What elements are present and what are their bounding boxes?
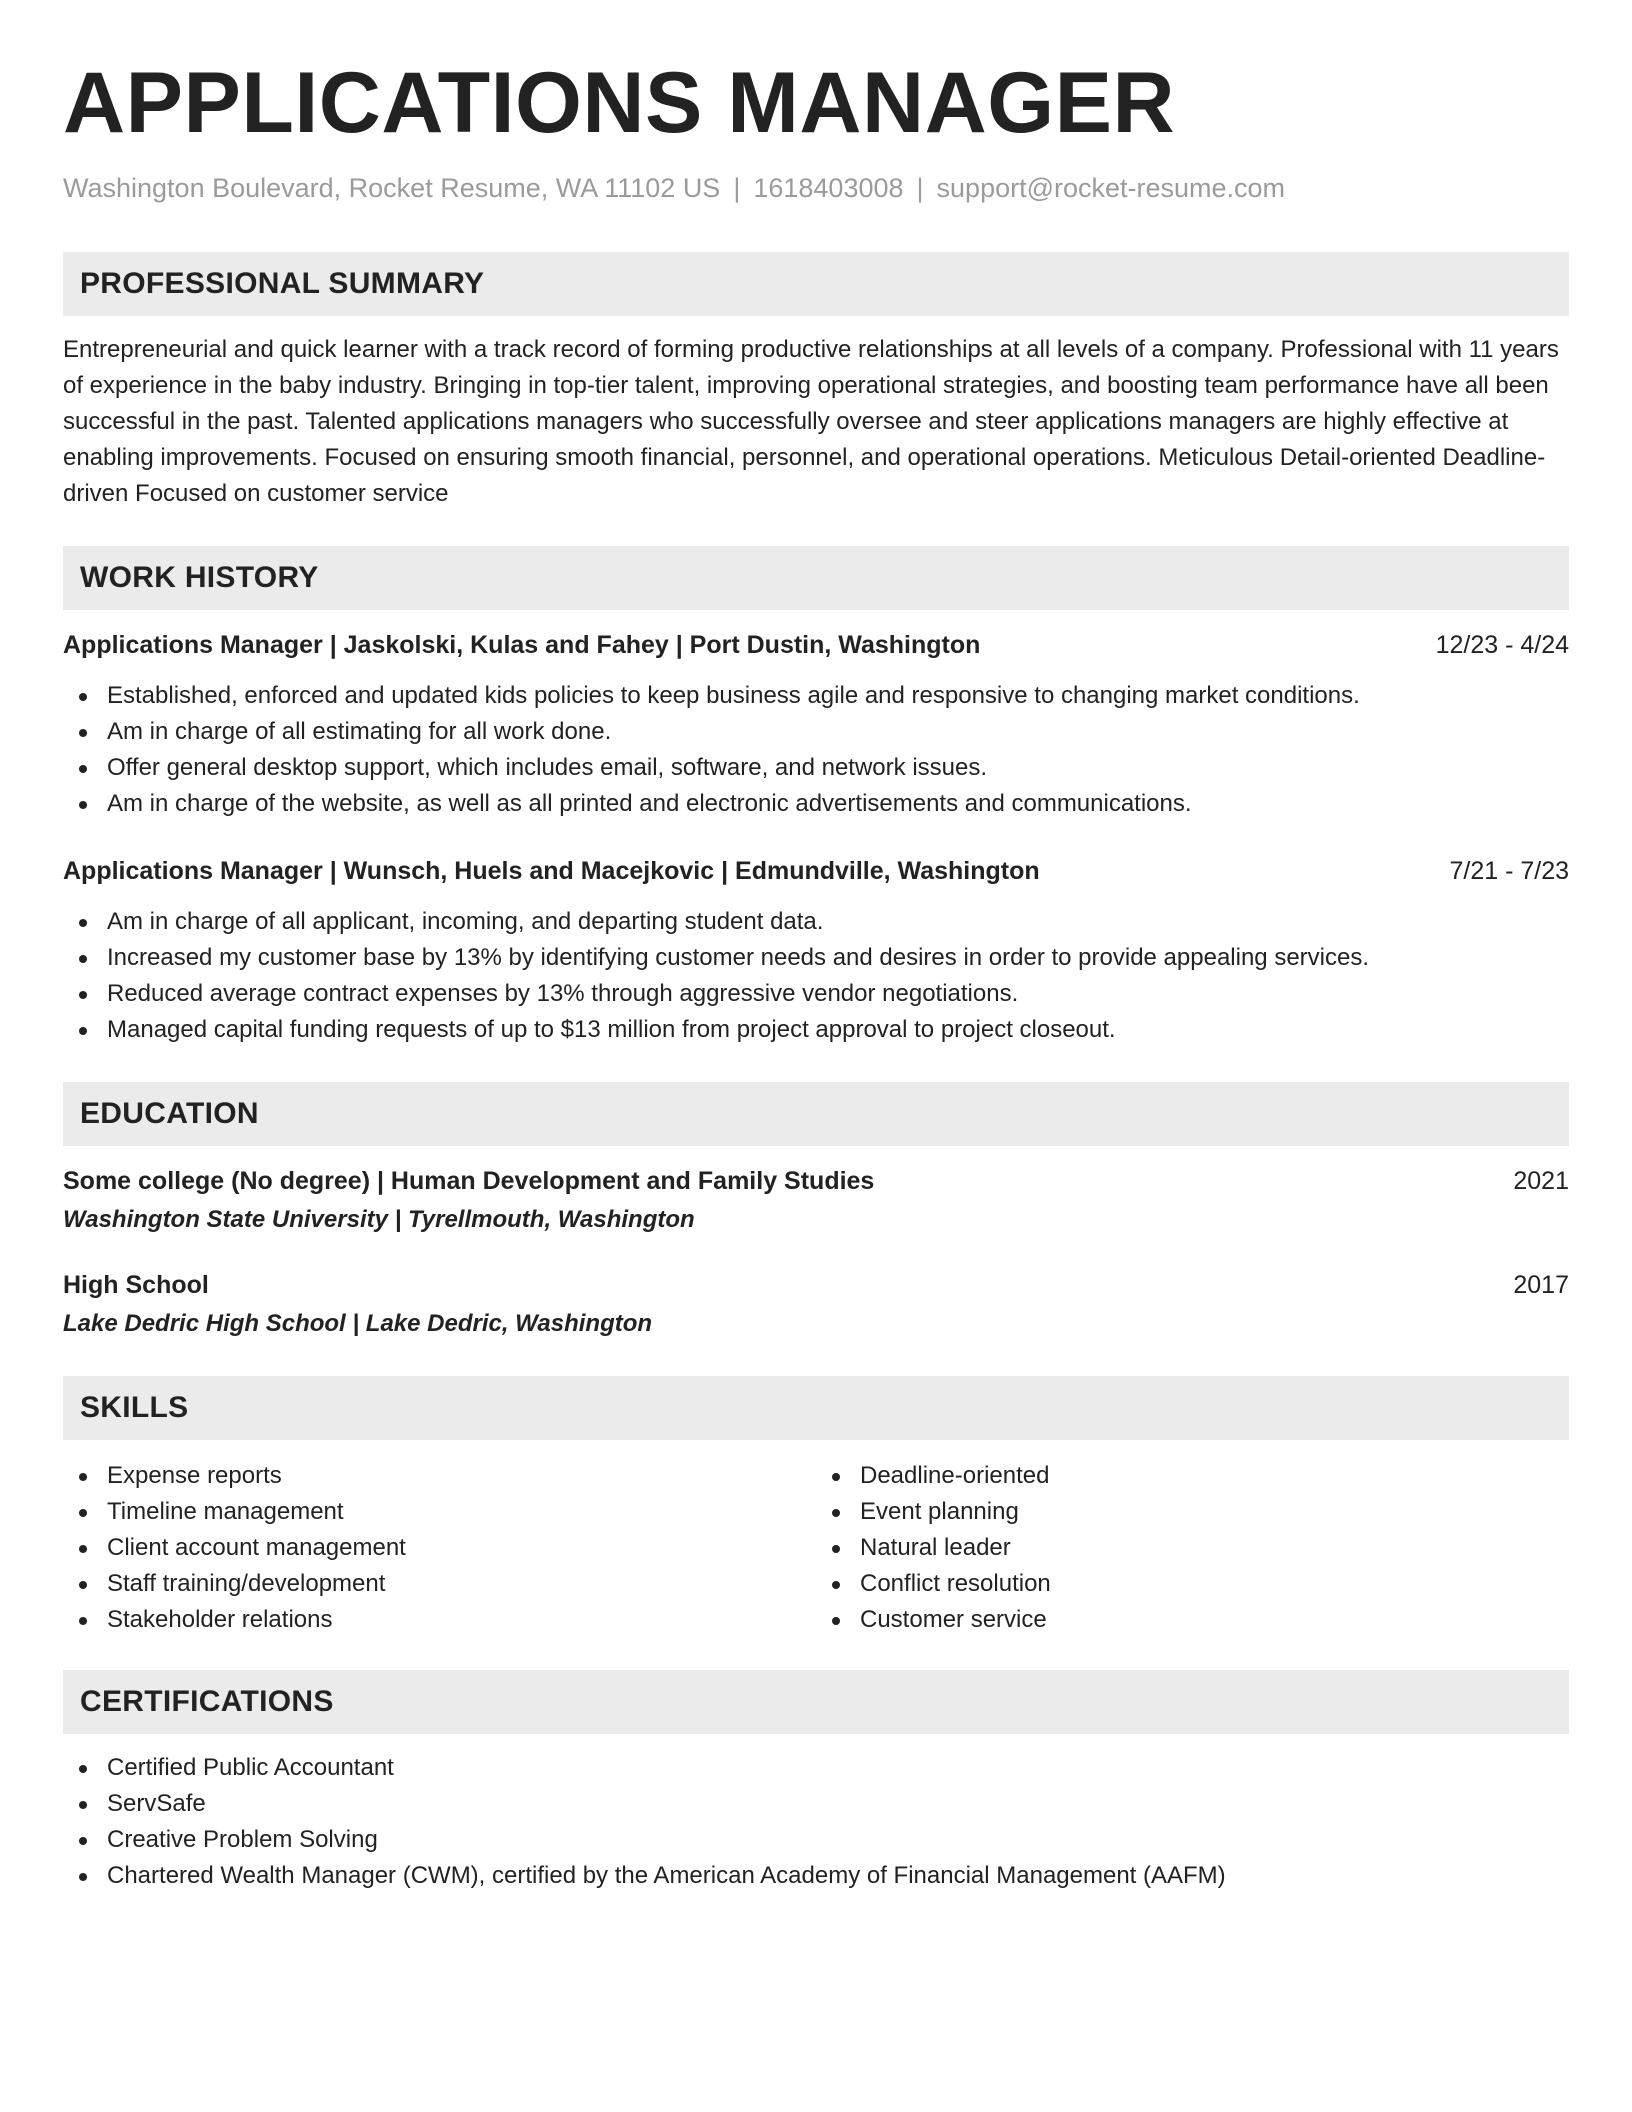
list-item: Am in charge of all estimating for all work done. [63, 714, 1569, 750]
summary-text: Entrepreneurial and quick learner with a track record of forming productive relationships at all levels of a company. Professional with 11 years of experience in the baby industry. Bringing in top-tier talent, improving operational strategies, and boosting team performance have all been successful in the past. Talented applications managers who successfully oversee and steer applications managers are highly effective at enabling improvements. Focused on ensuring smooth financial, personnel, and operational operations. Meticulous Detail-oriented Deadline-driven Focused on customer service [63, 336, 1559, 508]
list-item: Deadline-oriented [816, 1458, 1569, 1494]
list-item: Established, enforced and updated kids policies to keep business agile and responsive to changing market conditions. [63, 678, 1569, 714]
section-header-education: EDUCATION [63, 1082, 1569, 1146]
list-item: Increased my customer base by 13% by identifying customer needs and desires in order to provide appealing services. [63, 940, 1569, 976]
contact-line [63, 172, 1569, 204]
section-header-summary: PROFESSIONAL SUMMARY [63, 252, 1569, 316]
list-item: Natural leader [816, 1530, 1569, 1566]
contact-address: Washington Boulevard, Rocket Resume, WA 11102 US [63, 173, 721, 203]
list-item: Chartered Wealth Manager (CWM), certified by the American Academy of Financial Management (AAFM) [63, 1858, 1569, 1894]
list-item: Offer general desktop support, which includes email, software, and network issues. [63, 750, 1569, 786]
list-item: Creative Problem Solving [63, 1822, 1569, 1858]
education-year: 2017 [1513, 1271, 1569, 1300]
list-item: Certified Public Accountant [63, 1750, 1569, 1786]
section-header-skills: SKILLS [63, 1376, 1569, 1440]
contact-email: support@rocket-resume.com [936, 173, 1286, 203]
education-school: Washington State University | Tyrellmouth, Washington [63, 1206, 695, 1234]
education-school: Lake Dedric High School | Lake Dedric, Washington [63, 1310, 653, 1338]
list-item: Expense reports [63, 1458, 816, 1494]
list-item: Stakeholder relations [63, 1602, 816, 1638]
section-header-certifications: CERTIFICATIONS [63, 1670, 1569, 1734]
contact-phone: 1618403008 [753, 173, 904, 203]
section-header-work-history: WORK HISTORY [63, 546, 1569, 610]
job-dates: 7/21 - 7/23 [1449, 857, 1569, 886]
job-bullets [63, 678, 1569, 822]
list-item: Customer service [816, 1602, 1569, 1638]
education-entry [63, 1268, 1569, 1342]
education-degree: Some college (No degree) | Human Development and Family Studies [63, 1167, 875, 1196]
job-heading [63, 628, 1569, 662]
job-title: Applications Manager | Wunsch, Huels and Macejkovic | Edmundville, Washington [63, 857, 1040, 886]
job-bullets [63, 904, 1569, 1048]
list-item: Am in charge of all applicant, incoming, and departing student data. [63, 904, 1569, 940]
resume-name: APPLICATIONS MANAGER [63, 55, 1176, 151]
contact-separator: | [916, 173, 924, 203]
list-item: Am in charge of the website, as well as all printed and electronic advertisements and communications. [63, 786, 1569, 822]
list-item: Client account management [63, 1530, 816, 1566]
list-item: Managed capital funding requests of up to $13 million from project approval to project closeout. [63, 1012, 1569, 1048]
certifications-list [63, 1750, 1569, 1894]
list-item: Event planning [816, 1494, 1569, 1530]
skills-list-left [63, 1458, 816, 1638]
job-dates: 12/23 - 4/24 [1435, 631, 1569, 660]
skills-list-right [816, 1458, 1569, 1638]
education-heading [63, 1164, 1569, 1198]
list-item: Staff training/development [63, 1566, 816, 1602]
list-item: Timeline management [63, 1494, 816, 1530]
job-title: Applications Manager | Jaskolski, Kulas and Fahey | Port Dustin, Washington [63, 631, 981, 660]
list-item: Reduced average contract expenses by 13% through aggressive vendor negotiations. [63, 976, 1569, 1012]
skills-columns [63, 1458, 1569, 1638]
education-heading [63, 1268, 1569, 1302]
education-degree: High School [63, 1271, 209, 1300]
list-item: Conflict resolution [816, 1566, 1569, 1602]
job-heading [63, 854, 1569, 888]
education-entry [63, 1164, 1569, 1238]
education-year: 2021 [1513, 1167, 1569, 1196]
list-item: ServSafe [63, 1786, 1569, 1822]
contact-separator: | [733, 173, 741, 203]
